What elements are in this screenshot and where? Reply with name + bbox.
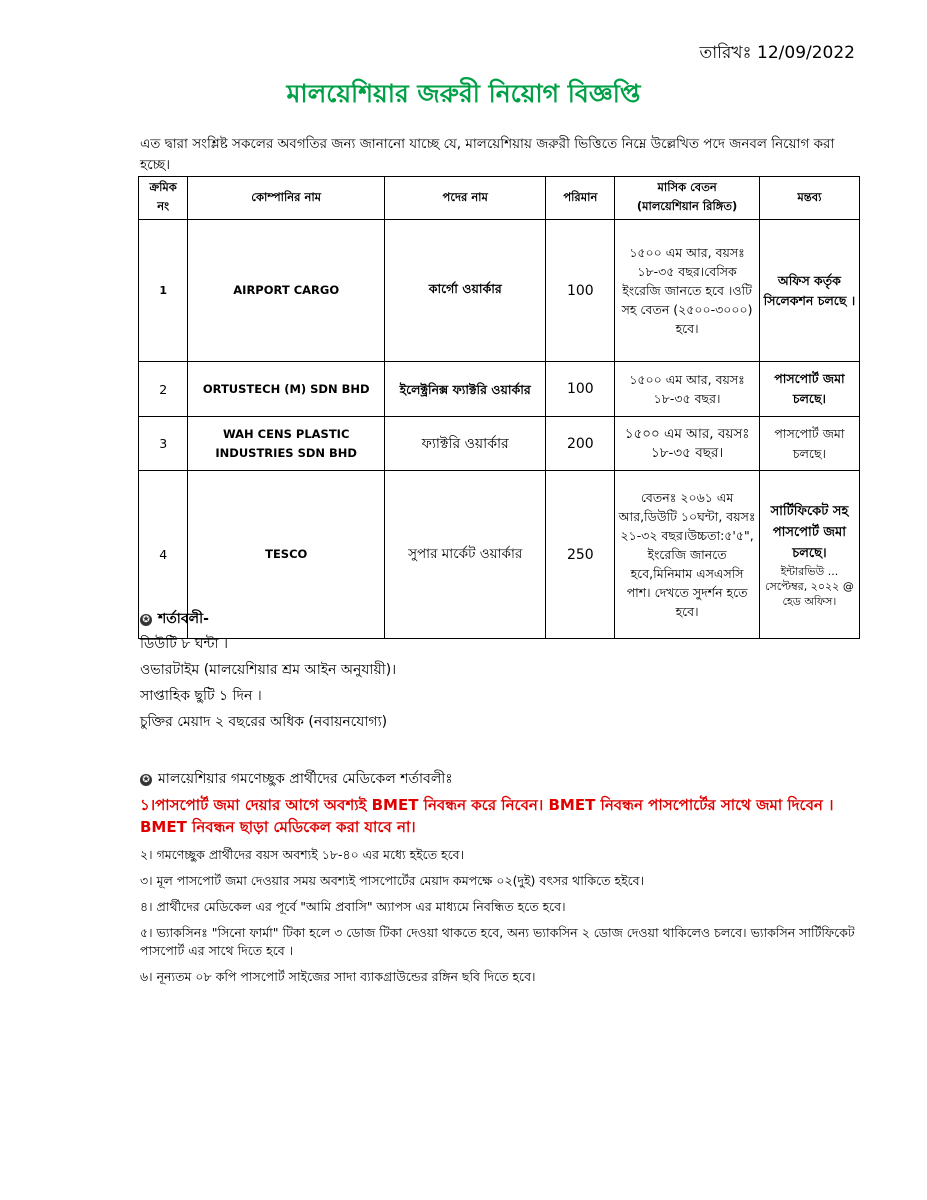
condition-item: সাপ্তাহিক ছুটি ১ দিন । bbox=[140, 688, 262, 704]
header-remarks: মন্তব্য bbox=[759, 177, 859, 220]
row-company: ORTUSTECH (M) SDN BHD bbox=[188, 362, 385, 417]
row-remarks-interview: ইন্টারভিউ ... সেপ্টেম্বর, ২০২২ @ হেড অফিস। bbox=[765, 564, 854, 608]
table-row bbox=[139, 362, 860, 417]
row-serial: 2 bbox=[139, 362, 188, 417]
table-row bbox=[139, 417, 860, 471]
table-row bbox=[139, 220, 860, 362]
row-company: TESCO bbox=[188, 471, 385, 639]
page-title: মালয়েশিয়ার জরুরী নিয়োগ বিজ্ঞপ্তি bbox=[286, 79, 641, 108]
header-company: কোম্পানির নাম bbox=[188, 177, 385, 220]
row-salary: বেতনঃ ২০৬১ এম আর,ডিউটি ১০ঘন্টা, বয়সঃ ২১-৩২ বছর।উচ্চতা:৫'৫", ইংরেজি জানতে হবে,মিনিমাম এসএসসি পাশ। দেখতে সুদর্শন হতে হবে। bbox=[615, 471, 760, 639]
row-position: কার্গো ওয়ার্কার bbox=[385, 220, 546, 362]
condition-item: ডিউটি ৮ ঘন্টা । bbox=[140, 636, 229, 652]
condition-item: ওভারটাইম (মালয়েশিয়ার শ্রম আইন অনুযায়ী)। bbox=[140, 662, 397, 678]
row-position: সুপার মার্কেট ওয়ার্কার bbox=[385, 471, 546, 639]
row-quantity: 100 bbox=[546, 220, 615, 362]
header-serial-line2: নং bbox=[157, 199, 170, 213]
row-serial: 4 bbox=[139, 471, 188, 639]
header-salary-line1: মাসিক বেতন bbox=[657, 180, 717, 194]
bmet-warning: ১।পাসপোর্ট জমা দেয়ার আগে অবশ্যই BMET নিবন্ধন করে নিবেন। BMET নিবন্ধন পাসপোর্টের সাথে জমা দিবেন । BMET নিবন্ধন ছাড়া মেডিকেল করা যাবে না। bbox=[140, 796, 834, 836]
medical-heading-text: মালয়েশিয়ার গমণেচ্ছুক প্রার্থীদের মেডিকেল শর্তাবলীঃ bbox=[158, 771, 453, 787]
bullet-icon: ✪ bbox=[140, 614, 152, 626]
header-position: পদের নাম bbox=[385, 177, 546, 220]
row-salary: ১৫০০ এম আর, বয়সঃ ১৮-৩৫ বছর।বেসিক ইংরেজি জানতে হবে ।ওটি সহ বেতন (২৫০০-৩০০০) হবে। bbox=[615, 220, 760, 362]
row-remarks: অফিস কর্তৃক সিলেকশন চলছে । bbox=[759, 220, 859, 362]
conditions-heading bbox=[140, 608, 880, 630]
condition-item: চুক্তির মেয়াদ ২ বছরের অধিক (নবায়নযোগ্য) bbox=[140, 714, 388, 730]
row-quantity: 250 bbox=[546, 471, 615, 639]
medical-item: ২। গমণেচ্ছুক প্রার্থীদের বয়স অবশ্যই ১৮-৪০ এর মধ্যে হইতে হবে। bbox=[140, 847, 465, 862]
header-salary-line2: (মালয়েশিয়ান রিঙ্গিত) bbox=[636, 199, 738, 213]
document-date: তারিখঃ 12/09/2022 bbox=[699, 43, 855, 63]
header-serial-line1: ক্রমিক bbox=[149, 180, 177, 194]
row-serial: 3 bbox=[139, 417, 188, 471]
conditions-heading-text: শর্তাবলী- bbox=[158, 611, 209, 627]
medical-item: ৬। নূন্যতম ০৮ কপি পাসপোর্ট সাইজের সাদা ব্যাকগ্রাউন্ডের রঙ্গিন ছবি দিতে হবে। bbox=[140, 969, 536, 984]
conditions-section bbox=[140, 608, 880, 736]
header-quantity: পরিমান bbox=[546, 177, 615, 220]
header-salary bbox=[615, 177, 760, 220]
row-quantity: 200 bbox=[546, 417, 615, 471]
medical-section bbox=[140, 768, 880, 994]
row-serial: 1 bbox=[139, 220, 188, 362]
row-remarks: পাসপোর্ট জমা চলছে। bbox=[759, 417, 859, 471]
medical-heading bbox=[140, 768, 880, 790]
row-position: ইলেক্ট্রনিক্স ফ্যাক্টরি ওয়ার্কার bbox=[385, 362, 546, 417]
bullet-icon: ✪ bbox=[140, 774, 152, 786]
header-serial bbox=[139, 177, 188, 220]
row-position: ফ্যাক্টরি ওয়ার্কার bbox=[385, 417, 546, 471]
medical-item: ৪। প্রার্থীদের মেডিকেল এর পূর্বে "আমি প্রবাসি" অ্যাপস এর মাধ্যমে নিবন্ধিত হতে হবে। bbox=[140, 899, 566, 914]
intro-paragraph: এত দ্বারা সংশ্লিষ্ট সকলের অবগতির জন্য জানানো যাচ্ছে যে, মালয়েশিয়ায় জরুরী ভিত্তিতে নিম্নে উল্লেখিত পদে জনবল নিয়োগ করা হচ্ছে। bbox=[140, 136, 835, 173]
row-salary: ১৫০০ এম আর, বয়সঃ ১৮-৩৫ বছর। bbox=[615, 362, 760, 417]
row-company: WAH CENS PLASTIC INDUSTRIES SDN BHD bbox=[188, 417, 385, 471]
medical-item: ৩। মূল পাসপোর্ট জমা দেওয়ার সময় অবশ্যই পাসপোর্টের মেয়াদ কমপক্ষে ০২(দুই) বৎসর থাকিতে হইবে। bbox=[140, 873, 645, 888]
row-remarks-main: সার্টিফিকেট সহ পাসপোর্ট জমা চলছে। bbox=[770, 503, 849, 561]
row-quantity: 100 bbox=[546, 362, 615, 417]
row-company: AIRPORT CARGO bbox=[188, 220, 385, 362]
row-remarks: পাসপোর্ট জমা চলছে। bbox=[759, 362, 859, 417]
job-table bbox=[138, 176, 860, 639]
table-header-row bbox=[139, 177, 860, 220]
row-salary: ১৫০০ এম আর, বয়সঃ ১৮-৩৫ বছর। bbox=[615, 417, 760, 471]
medical-item: ৫। ভ্যাকসিনঃ "সিনো ফার্মা" টিকা হলে ৩ ডোজ টিকা দেওয়া থাকতে হবে, অন্য ভ্যাকসিন ২ ডোজ দেওয়া থাকিলেও চলবে। ভ্যাকসিন সার্টিফিকেট পাসপোর্ট এর সাথে দিতে হবে । bbox=[140, 925, 855, 958]
